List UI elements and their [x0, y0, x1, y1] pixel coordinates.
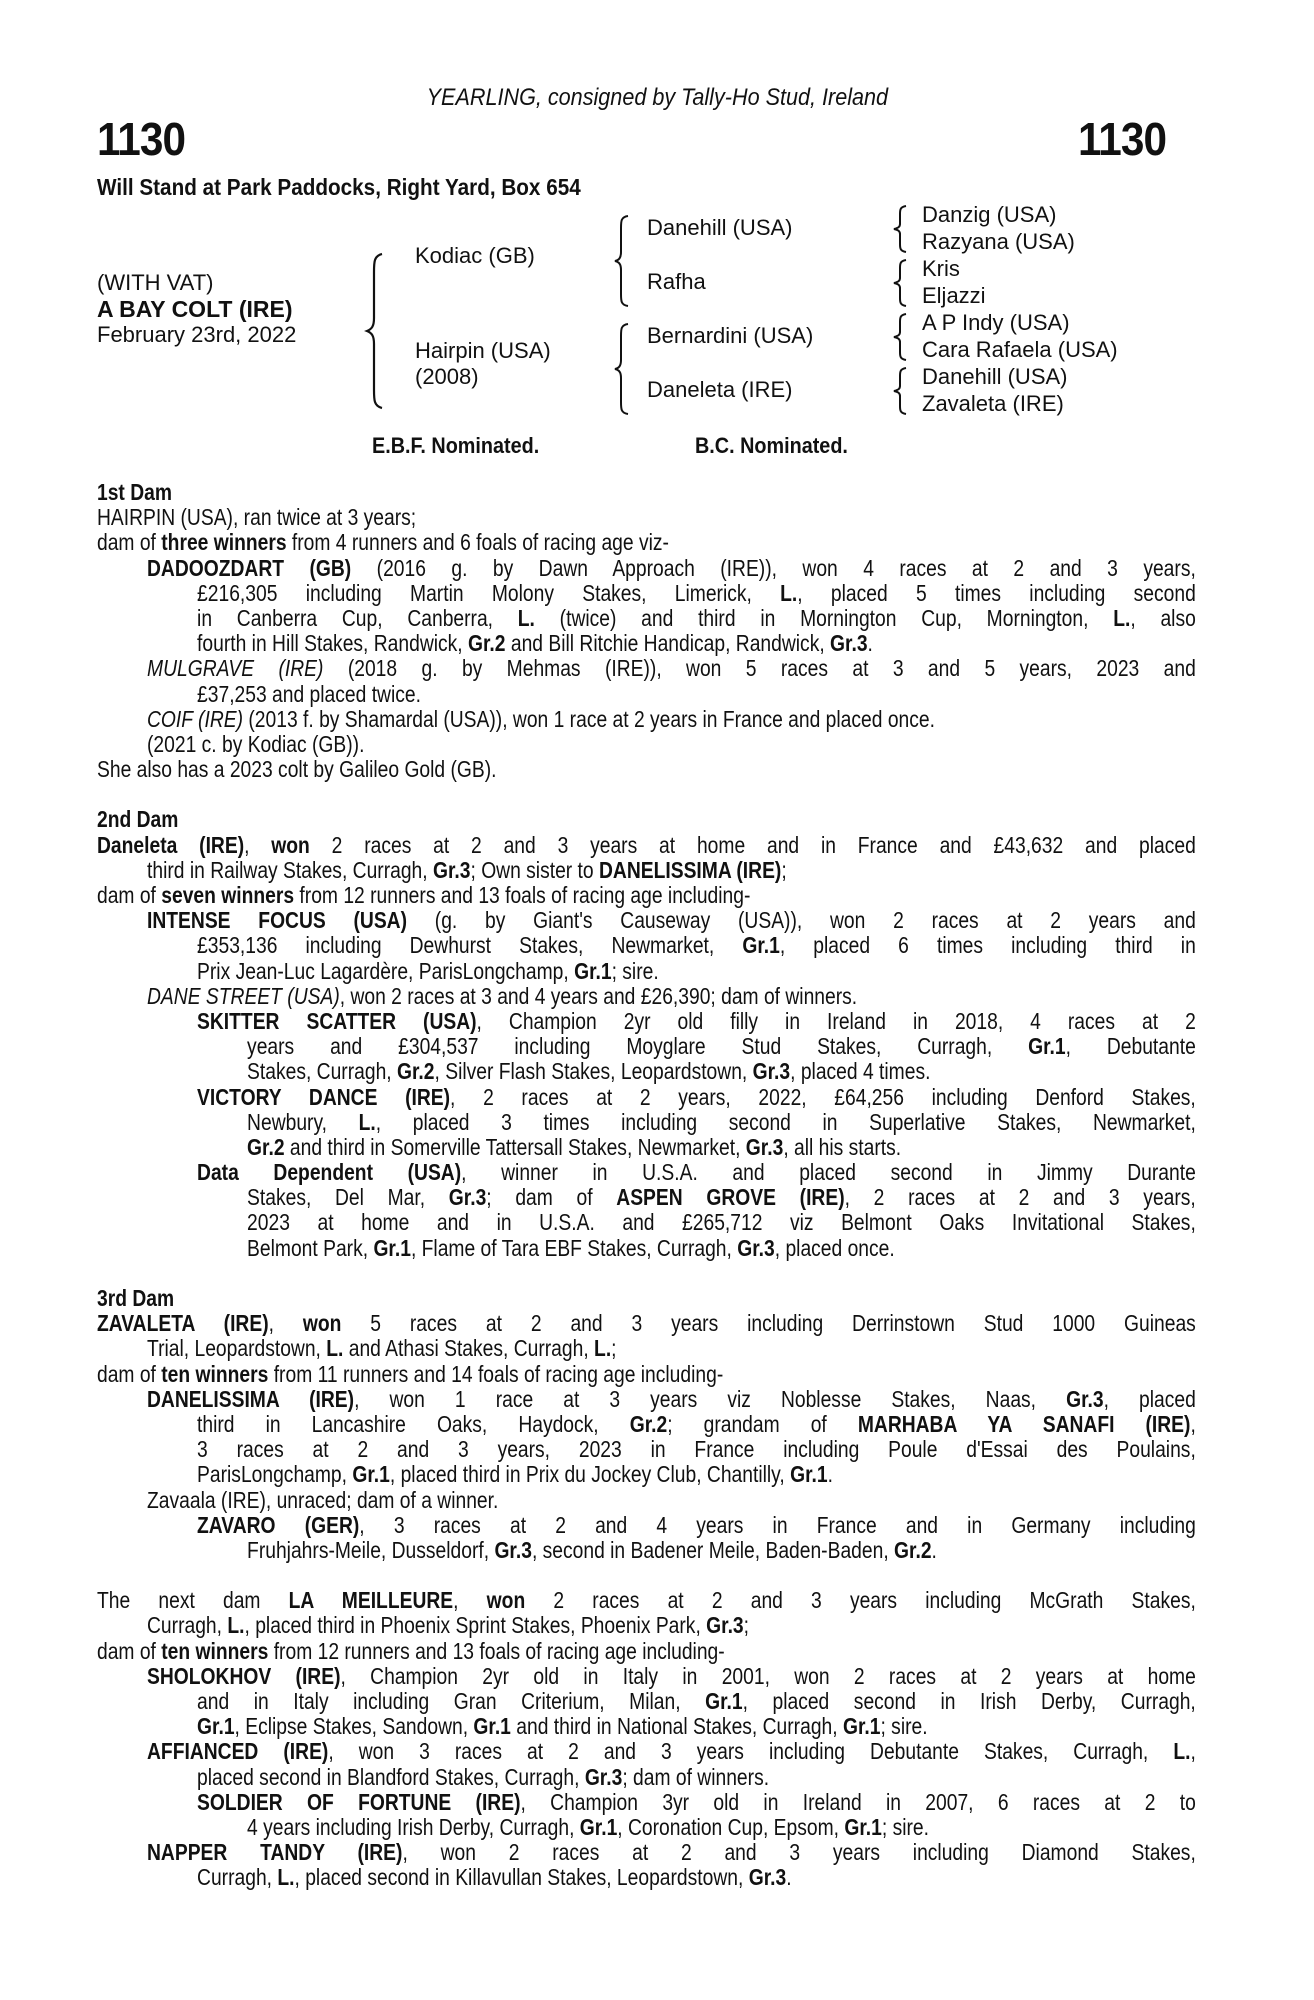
plain-text: , placed once.: [774, 1234, 895, 1261]
plain-text: , placed 6 times including third in: [779, 932, 1196, 959]
bold-text: Gr.3: [432, 856, 471, 883]
bold-text: Gr.1: [197, 1713, 235, 1740]
text-line: [97, 1009, 1196, 1034]
consignment-title: YEARLING, consigned by Tally-Ho Stud, Ireland: [426, 84, 888, 111]
plain-text: ,: [244, 831, 272, 858]
plain-text: dam of: [97, 1637, 162, 1664]
date-of-birth: February 23rd, 2022: [97, 322, 297, 347]
bold-text: Gr.2: [894, 1536, 932, 1563]
bold-text: Gr.3: [494, 1536, 532, 1563]
plain-text: ; dam of: [486, 1184, 617, 1211]
plain-text: from 12 runners and 13 foals of racing age including-: [294, 882, 751, 908]
plain-text: Prix Jean-Luc Lagardère, ParisLongchamp,: [197, 957, 575, 984]
plain-text: Zavaala (IRE), unraced; dam of a winner.: [147, 1486, 499, 1513]
text-line: [97, 1513, 1196, 1538]
bold-text: Gr.3: [1066, 1385, 1104, 1412]
bold-text: Gr.1: [742, 932, 780, 959]
plain-text: , won 1 race at 3 years viz Noblesse Stakes, Naas,: [354, 1385, 1067, 1412]
plain-text: ;: [611, 1335, 617, 1362]
bold-text: L.: [227, 1612, 245, 1639]
ebf-nomination: E.B.F. Nominated.: [372, 433, 540, 458]
bold-text: Gr.1: [844, 1813, 882, 1840]
text-line: [97, 1613, 1196, 1638]
plain-text: , Champion 2yr old filly in Ireland in 2018, 4 races at 2: [476, 1007, 1196, 1034]
bold-text: VICTORY DANCE (IRE): [197, 1083, 451, 1110]
plain-text: 4 years including Irish Derby, Curragh,: [247, 1813, 580, 1840]
plain-text: and Athasi Stakes, Curragh,: [343, 1335, 595, 1362]
section-heading: 1st Dam: [97, 479, 172, 505]
plain-text: and third in National Stakes, Curragh,: [510, 1713, 843, 1740]
plain-text: , Silver Flash Stakes, Leopardstown,: [434, 1058, 753, 1085]
vat-note: (WITH VAT): [97, 270, 214, 295]
brace-dam-icon: [612, 322, 632, 416]
horse-name: A BAY COLT (IRE): [97, 296, 293, 322]
plain-text: Fruhjahrs-Meile, Dusseldorf,: [247, 1536, 495, 1563]
gen4-name: Danzig (USA): [922, 202, 1057, 227]
text-line: [97, 1462, 1196, 1487]
plain-text: , placed second in Killavullan Stakes, Leopardstown,: [294, 1864, 749, 1891]
plain-text: from 4 runners and 6 foals of racing age viz-: [286, 529, 669, 556]
text-line: [97, 1538, 1196, 1563]
bold-text: Gr.3: [448, 1184, 487, 1211]
bold-text: Gr.2: [247, 1133, 285, 1160]
plain-text: ; dam of winners.: [622, 1763, 770, 1790]
dam-year: (2008): [415, 364, 479, 389]
plain-text: ,: [453, 1587, 487, 1614]
stabling-location: Will Stand at Park Paddocks, Right Yard, Box 654: [97, 174, 581, 200]
section-spacer: [97, 782, 1196, 807]
plain-text: (2016 g. by Dawn Approach (IRE)), won 4 races at 2 and 3 years,: [351, 554, 1196, 581]
plain-text: .: [867, 630, 873, 657]
plain-text: , Champion 3yr old in Ireland in 2007, 6 races at 2 to: [520, 1788, 1196, 1815]
bold-text: Gr.3: [748, 1864, 787, 1891]
text-line: [97, 1135, 1196, 1160]
plain-text: ,: [1190, 1410, 1196, 1437]
plain-text: She also has a 2023 colt by Galileo Gold (GB).: [97, 756, 497, 783]
plain-text: placed second in Blandford Stakes, Curragh,: [197, 1763, 585, 1790]
gen4-name: Zavaleta (IRE): [922, 391, 1064, 416]
page-title: [0, 84, 1314, 112]
text-line: [97, 606, 1196, 631]
text-line: [97, 1034, 1196, 1059]
family-notes: [97, 480, 1196, 1891]
bold-text: LA MEILLEURE: [288, 1587, 454, 1614]
plain-text: Stakes, Curragh,: [247, 1058, 398, 1085]
section-spacer: [97, 1261, 1196, 1286]
lot-number-right: 1130: [1078, 113, 1167, 165]
plain-text: in Canberra Cup, Canberra,: [197, 604, 518, 631]
text-line: [97, 1362, 1196, 1387]
bold-text: Gr.2: [629, 1410, 668, 1437]
section-spacer: [97, 1563, 1196, 1588]
plain-text: and in Italy including Gran Criterium, Milan,: [197, 1688, 706, 1714]
plain-text: ParisLongchamp,: [197, 1461, 353, 1488]
gen4-name: A P Indy (USA): [922, 310, 1070, 335]
text-line: [97, 1765, 1196, 1790]
text-line: [97, 581, 1196, 606]
text-line: [97, 807, 1196, 832]
plain-text: Curragh,: [147, 1612, 228, 1639]
sire-name: Kodiac (GB): [415, 243, 535, 268]
brace-main-icon: [364, 252, 386, 410]
plain-text: , won 3 races at 2 and 3 years including Debutante Stakes, Curragh,: [328, 1738, 1174, 1765]
bold-text: won: [486, 1587, 526, 1614]
plain-text: , placed second in Irish Derby, Curragh,: [742, 1688, 1196, 1714]
bold-text: Gr.1: [1028, 1033, 1066, 1060]
text-line: [97, 1336, 1196, 1361]
bold-text: Gr.3: [737, 1234, 775, 1261]
text-line: [97, 1790, 1196, 1815]
bold-text: INTENSE FOCUS (USA): [147, 907, 408, 934]
text-line: [97, 530, 1196, 555]
plain-text: from 11 runners and 14 foals of racing age including-: [268, 1360, 724, 1387]
bold-text: Gr.3: [830, 630, 868, 657]
text-line: [97, 1588, 1196, 1613]
bold-text: won: [302, 1310, 342, 1337]
text-line: [97, 1059, 1196, 1084]
bold-text: MARHABA YA SANAFI (IRE): [857, 1410, 1191, 1437]
brace-gen4-4-icon: [890, 366, 910, 416]
plain-text: , won 2 races at 3 and 4 years and £26,390; dam of winners.: [339, 982, 858, 1009]
plain-text: (g. by Giant's Causeway (USA)), won 2 races at 2 years and: [407, 907, 1196, 934]
plain-text: Belmont Park,: [247, 1234, 374, 1261]
plain-text: ; sire.: [611, 957, 659, 984]
brace-gen4-3-icon: [890, 312, 910, 362]
plain-text: , placed 3 times including second in Superlative Stakes, Newmarket,: [375, 1108, 1196, 1135]
bold-text: L.: [326, 1335, 344, 1362]
bold-text: DANELISSIMA (IRE): [147, 1385, 355, 1412]
text-line: [97, 1236, 1196, 1261]
bold-text: Gr.2: [467, 630, 506, 657]
text-line: [97, 1664, 1196, 1689]
plain-text: , 2 races at 2 years, 2022, £64,256 including Denford Stakes,: [450, 1083, 1196, 1110]
text-line: [97, 1815, 1196, 1840]
bold-text: ZAVARO (GER): [197, 1511, 360, 1538]
plain-text: ,: [268, 1310, 303, 1337]
text-line: [97, 1311, 1196, 1336]
bold-text: Gr.3: [706, 1612, 744, 1639]
bold-text: Gr.1: [473, 1713, 511, 1740]
text-line: [97, 1437, 1196, 1462]
text-line: [97, 1110, 1196, 1135]
bold-text: Gr.2: [397, 1058, 435, 1085]
brace-sire-icon: [612, 214, 632, 308]
plain-text: £216,305 including Martin Molony Stakes, Limerick,: [197, 579, 781, 606]
text-line: [97, 1714, 1196, 1739]
text-line: [97, 682, 1196, 707]
bold-text: won: [271, 831, 310, 858]
plain-text: (2013 f. by Shamardal (USA)), won 1 race at 2 years in France and placed once.: [243, 705, 935, 732]
plain-text: , also: [1130, 604, 1196, 631]
plain-text: .: [931, 1536, 937, 1563]
plain-text: from 12 runners and 13 foals of racing age including-: [268, 1637, 725, 1664]
plain-text: Newbury,: [247, 1108, 359, 1135]
bold-text: Gr.1: [352, 1461, 390, 1488]
bold-text: Gr.1: [373, 1234, 411, 1261]
text-line: [97, 1488, 1196, 1513]
bold-text: three winners: [161, 529, 287, 556]
bold-text: Gr.3: [584, 1763, 623, 1790]
bold-text: AFFIANCED (IRE): [147, 1738, 329, 1765]
plain-text: 2 races at 2 and 3 years including McGrath Stakes,: [525, 1587, 1196, 1614]
plain-text: third in Railway Stakes, Curragh,: [147, 856, 433, 883]
text-line: [97, 883, 1196, 908]
dam-name: Hairpin (USA): [415, 338, 551, 363]
gen4-name: Cara Rafaela (USA): [922, 337, 1118, 362]
bold-text: DADOOZDART (GB): [147, 554, 352, 581]
bold-text: Gr.3: [745, 1133, 784, 1160]
text-line: [97, 1160, 1196, 1185]
brace-gen4-2-icon: [890, 258, 910, 308]
text-line: [97, 933, 1196, 958]
plain-text: years and £304,537 including Moyglare Stud Stakes, Curragh,: [247, 1033, 1029, 1060]
text-line: [97, 656, 1196, 681]
plain-text: , Debutante: [1065, 1033, 1196, 1060]
text-line: [97, 1840, 1196, 1865]
plain-text: (2018 g. by Mehmas (IRE)), won 5 races at 3 and 5 years, 2023 and: [323, 655, 1196, 682]
lot-number-left: 1130: [97, 113, 186, 165]
plain-text: ; grandam of: [667, 1410, 858, 1437]
plain-text: 5 races at 2 and 3 years including Derrinstown Stud 1000 Guineas: [341, 1310, 1196, 1337]
text-line: [97, 1286, 1196, 1311]
bold-text: ten winners: [161, 1637, 269, 1664]
text-line: [97, 1639, 1196, 1664]
plain-text: 2023 at home and in U.S.A. and £265,712 viz Belmont Oaks Invitational Stakes,: [247, 1209, 1196, 1236]
text-line: [97, 1412, 1196, 1437]
text-line: [97, 908, 1196, 933]
gen4-name: Eljazzi: [922, 283, 986, 308]
plain-text: dam of: [97, 529, 162, 556]
plain-text: £37,253 and placed twice.: [197, 680, 421, 707]
text-line: [97, 1865, 1196, 1890]
plain-text: 3 races at 2 and 3 years, 2023 in France including Poule d'Essai des Poulains,: [197, 1436, 1196, 1463]
plain-text: , 3 races at 2 and 4 years in France and in Germany including: [359, 1511, 1196, 1538]
plain-text: HAIRPIN (USA), ran twice at 3 years;: [97, 504, 417, 531]
bold-text: Gr.1: [705, 1688, 743, 1714]
plain-text: , placed third in Prix du Jockey Club, Chantilly,: [389, 1461, 791, 1488]
sire-dam-name: Rafha: [647, 269, 706, 294]
italic-text: MULGRAVE (IRE): [147, 655, 324, 682]
gen4-name: Razyana (USA): [922, 229, 1075, 254]
plain-text: ; sire.: [881, 1813, 929, 1840]
text-line: [97, 1085, 1196, 1110]
bc-nomination: B.C. Nominated.: [695, 433, 848, 458]
italic-text: DANE STREET (USA): [147, 982, 340, 1009]
bold-text: NAPPER TANDY (IRE): [147, 1839, 403, 1866]
section-heading: 2nd Dam: [97, 806, 179, 833]
text-line: [97, 959, 1196, 984]
text-line: [97, 1739, 1196, 1764]
bold-text: L.: [517, 604, 535, 631]
bold-text: SHOLOKHOV (IRE): [147, 1662, 341, 1689]
plain-text: ;: [781, 856, 787, 883]
text-line: [97, 505, 1196, 530]
bold-text: DANELISSIMA (IRE): [598, 856, 782, 883]
bold-text: ten winners: [161, 1360, 269, 1387]
text-line: [97, 631, 1196, 656]
plain-text: , placed third in Phoenix Sprint Stakes, Phoenix Park,: [244, 1612, 707, 1639]
text-line: [97, 1210, 1196, 1235]
plain-text: ,: [1190, 1738, 1196, 1765]
plain-text: , won 2 races at 2 and 3 years including Diamond Stakes,: [402, 1839, 1196, 1866]
bold-text: L.: [780, 579, 798, 606]
dam-sire-name: Bernardini (USA): [647, 323, 814, 348]
plain-text: ; sire.: [880, 1713, 928, 1740]
text-line: [97, 556, 1196, 581]
text-line: [97, 1185, 1196, 1210]
plain-text: dam of: [97, 882, 162, 908]
text-line: [97, 732, 1196, 757]
plain-text: Curragh,: [197, 1864, 278, 1891]
text-line: [97, 1387, 1196, 1412]
plain-text: and third in Somerville Tattersall Stakes, Newmarket,: [284, 1133, 746, 1160]
plain-text: fourth in Hill Stakes, Randwick,: [197, 630, 468, 657]
text-line: [97, 833, 1196, 858]
text-line: [97, 707, 1196, 732]
plain-text: , Eclipse Stakes, Sandown,: [234, 1713, 474, 1740]
plain-text: , all his starts.: [783, 1133, 902, 1160]
plain-text: ;: [743, 1612, 750, 1639]
plain-text: .: [786, 1864, 792, 1891]
bold-text: L.: [594, 1335, 612, 1362]
gen4-name: Danehill (USA): [922, 364, 1068, 389]
plain-text: , placed 4 times.: [790, 1058, 931, 1085]
bold-text: L.: [1113, 604, 1131, 631]
bold-text: L.: [358, 1108, 376, 1135]
plain-text: third in Lancashire Oaks, Haydock,: [197, 1410, 630, 1437]
plain-text: , Champion 2yr old in Italy in 2001, won 2 races at 2 years at home: [340, 1662, 1196, 1689]
text-line: [97, 480, 1196, 505]
plain-text: , placed: [1103, 1385, 1196, 1412]
bold-text: Gr.1: [790, 1461, 828, 1488]
plain-text: , Coronation Cup, Epsom,: [617, 1813, 845, 1840]
plain-text: Stakes, Del Mar,: [247, 1184, 449, 1211]
dam-dam-name: Daneleta (IRE): [647, 377, 793, 402]
text-line: [97, 858, 1196, 883]
bold-text: Gr.1: [842, 1713, 881, 1740]
bold-text: ASPEN GROVE (IRE): [616, 1184, 845, 1211]
plain-text: 2 races at 2 and 3 years at home and in France and £43,632 and placed: [309, 831, 1196, 858]
plain-text: , placed 5 times including second: [797, 579, 1196, 606]
bold-text: SKITTER SCATTER (USA): [197, 1007, 477, 1034]
bold-text: seven winners: [161, 882, 295, 908]
plain-text: , 2 races at 2 and 3 years,: [844, 1184, 1196, 1211]
plain-text: , Flame of Tara EBF Stakes, Curragh,: [410, 1234, 738, 1261]
bold-text: SOLDIER OF FORTUNE (IRE): [197, 1788, 521, 1815]
plain-text: The next dam: [97, 1587, 289, 1614]
brace-gen4-1-icon: [890, 204, 910, 254]
sire-sire-name: Danehill (USA): [647, 215, 793, 240]
plain-text: , winner in U.S.A. and placed second in Jimmy Durante: [461, 1159, 1196, 1186]
plain-text: and Bill Ritchie Handicap, Randwick,: [505, 630, 831, 657]
plain-text: (twice) and third in Mornington Cup, Mornington,: [534, 604, 1114, 631]
plain-text: dam of: [97, 1360, 162, 1387]
bold-text: Gr.3: [752, 1058, 791, 1085]
bold-text: ZAVALETA (IRE): [97, 1310, 269, 1337]
plain-text: (2021 c. by Kodiac (GB)).: [147, 730, 365, 757]
text-line: [97, 757, 1196, 782]
text-line: [97, 984, 1196, 1009]
bold-text: Daneleta (IRE): [97, 831, 245, 858]
section-heading: 3rd Dam: [97, 1285, 175, 1311]
gen4-name: Kris: [922, 256, 960, 281]
plain-text: £353,136 including Dewhurst Stakes, Newmarket,: [197, 932, 743, 959]
plain-text: , second in Badener Meile, Baden-Baden,: [531, 1536, 895, 1563]
text-line: [97, 1689, 1196, 1714]
italic-text: COIF (IRE): [147, 705, 244, 732]
plain-text: ; Own sister to: [470, 856, 599, 883]
bold-text: Gr.1: [574, 957, 612, 984]
bold-text: Gr.1: [579, 1813, 618, 1840]
bold-text: L.: [277, 1864, 295, 1891]
bold-text: Data Dependent (USA): [197, 1159, 462, 1186]
bold-text: L.: [1173, 1738, 1191, 1765]
plain-text: .: [827, 1461, 833, 1488]
plain-text: Trial, Leopardstown,: [147, 1335, 327, 1362]
